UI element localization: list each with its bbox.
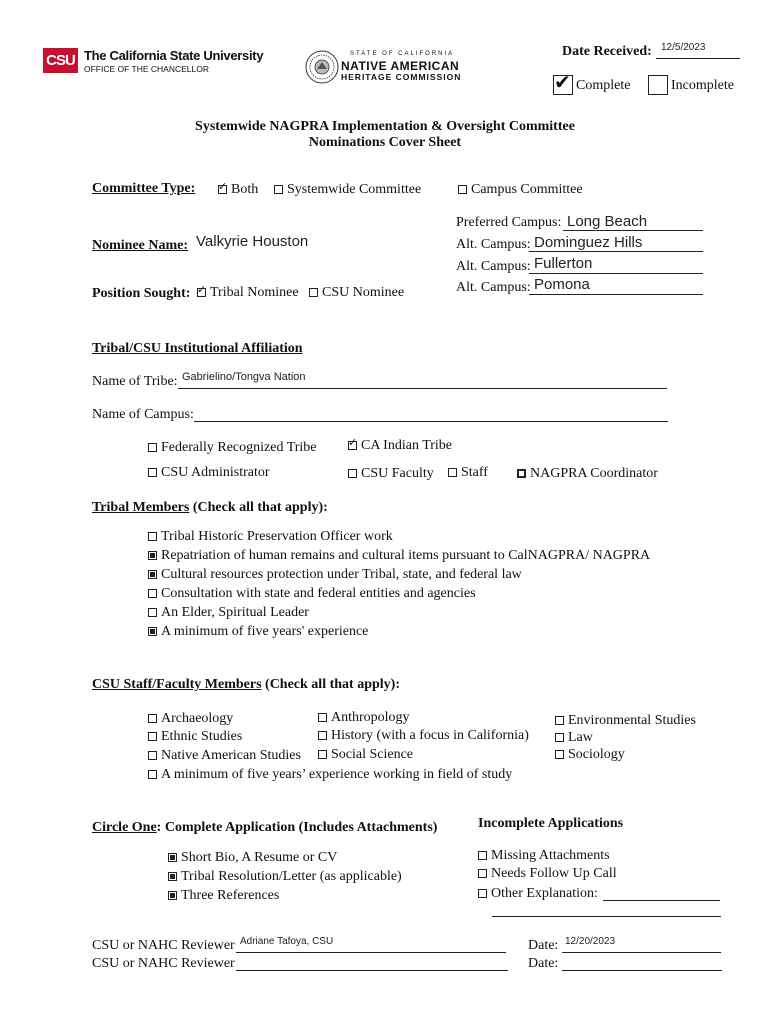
checkbox-filled[interactable] [148, 570, 157, 579]
checkbox[interactable] [318, 713, 327, 722]
reviewer-value-1[interactable]: Adriane Tafoya, CSU [240, 936, 334, 947]
csu-item-native-american-studies[interactable]: Native American Studies [148, 748, 301, 764]
checkbox[interactable] [318, 750, 327, 759]
alt-campus-label-2: Alt. Campus: [456, 259, 531, 274]
tribal-item-cultural-resources[interactable]: Cultural resources protection under Tribal, state, and federal law [148, 567, 522, 583]
alt-campus-label-1: Alt. Campus: [456, 237, 531, 252]
csu-item-experience[interactable]: A minimum of five years’ experience working in field of study [148, 767, 512, 783]
checkbox[interactable] [148, 532, 157, 541]
checkbox[interactable] [309, 288, 318, 297]
checkbox[interactable] [148, 714, 157, 723]
checkbox[interactable] [148, 468, 157, 477]
tribal-item-thpo[interactable]: Tribal Historic Preservation Officer work [148, 529, 393, 545]
date-label-1: Date: [528, 938, 559, 953]
nominee-name-label: Nominee Name: [92, 238, 189, 253]
complete-item-bio[interactable]: Short Bio, A Resume or CV [168, 850, 337, 866]
reviewer-field-2[interactable] [240, 956, 508, 970]
date-received-value[interactable]: 12/5/2023 [661, 42, 706, 53]
nominee-name-value[interactable]: Valkyrie Houston [196, 233, 309, 250]
csu-item-social-science[interactable]: Social Science [318, 747, 413, 763]
csu-item-environmental[interactable]: Environmental Studies [555, 713, 696, 729]
incomplete-label: Incomplete [671, 78, 734, 93]
date-field-2[interactable] [565, 956, 721, 970]
committee-option-systemwide[interactable]: Systemwide Committee [274, 182, 421, 198]
checkbox[interactable] [148, 443, 157, 452]
date-value-1[interactable]: 12/20/2023 [565, 936, 616, 947]
date-received-label: Date Received: [562, 44, 652, 59]
alt-campus-label-3: Alt. Campus: [456, 280, 531, 295]
checkbox[interactable] [148, 589, 157, 598]
checkbox[interactable] [448, 468, 457, 477]
checkbox[interactable] [148, 732, 157, 741]
csu-logo: CSU [43, 48, 78, 73]
checkbox-checked[interactable] [218, 185, 227, 194]
complete-item-references[interactable]: Three References [168, 888, 279, 904]
committee-option-both[interactable]: ✓ Both [218, 182, 258, 198]
form-subtitle: Nominations Cover Sheet [308, 135, 462, 150]
tribal-item-repatriation[interactable]: Repatriation of human remains and cultural items pursuant to CalNAGPRA/ NAGPRA [148, 548, 650, 564]
form-title: Systemwide NAGPRA Implementation & Oversight Committee [195, 119, 575, 134]
tribe-name-value[interactable]: Gabrielino/Tongva Nation [182, 371, 306, 383]
checkbox-checked[interactable] [197, 288, 206, 297]
complete-label: Complete [576, 78, 631, 93]
checkbox[interactable] [148, 751, 157, 760]
checkbox-filled[interactable] [168, 872, 177, 881]
checkbox[interactable] [555, 750, 564, 759]
checkbox-checked[interactable] [348, 441, 357, 450]
reviewer-label-2: CSU or NAHC Reviewer [92, 956, 235, 971]
checkbox[interactable] [555, 716, 564, 725]
checkbox[interactable] [348, 469, 357, 478]
checkbox[interactable] [318, 731, 327, 740]
checkbox[interactable] [148, 770, 157, 779]
affiliation-ca-indian[interactable]: ✓ CA Indian Tribe [348, 438, 452, 454]
csu-item-law[interactable]: Law [555, 730, 593, 746]
checkbox[interactable] [517, 469, 526, 478]
alt-campus-value-3[interactable]: Pomona [534, 276, 590, 293]
checkbox-filled[interactable] [168, 891, 177, 900]
csu-members-heading: CSU Staff/Faculty Members (Check all that apply): [92, 677, 400, 692]
position-option-tribal[interactable]: ✓ Tribal Nominee [197, 285, 299, 301]
committee-type-label: Committee Type: [92, 181, 196, 196]
nahc-state: STATE OF CALIFORNIA [350, 51, 455, 57]
checkmark-icon: ✔ [554, 70, 571, 94]
position-option-csu[interactable]: CSU Nominee [309, 285, 404, 301]
affiliation-csu-admin[interactable]: CSU Administrator [148, 465, 270, 481]
alt-campus-value-1[interactable]: Dominguez Hills [534, 234, 643, 251]
affiliation-nagpra-coordinator[interactable]: NAGPRA Coordinator [517, 466, 658, 482]
csu-item-anthropology[interactable]: Anthropology [318, 710, 410, 726]
checkbox-filled[interactable] [168, 853, 177, 862]
tribal-item-elder[interactable]: An Elder, Spiritual Leader [148, 605, 309, 621]
affiliation-csu-faculty[interactable]: CSU Faculty [348, 466, 434, 482]
campus-name-field[interactable] [198, 407, 668, 421]
csu-item-sociology[interactable]: Sociology [555, 747, 625, 763]
nahc-line1: NATIVE AMERICAN [341, 59, 460, 73]
nahc-line2: HERITAGE COMMISSION [341, 72, 462, 82]
position-sought-label: Position Sought: [92, 286, 191, 301]
checkbox[interactable] [478, 889, 487, 898]
checkbox[interactable] [555, 733, 564, 742]
committee-option-campus[interactable]: Campus Committee [458, 182, 583, 198]
csu-item-history[interactable]: History (with a focus in California) [318, 728, 529, 744]
checkbox[interactable] [148, 608, 157, 617]
affiliation-heading: Tribal/CSU Institutional Affiliation [92, 341, 303, 356]
preferred-campus-label: Preferred Campus: [456, 215, 562, 230]
nahc-seal-icon [305, 50, 339, 84]
tribal-item-experience[interactable]: A minimum of five years' experience [148, 624, 368, 640]
csu-item-ethnic-studies[interactable]: Ethnic Studies [148, 729, 242, 745]
incomplete-item-follow-up[interactable]: Needs Follow Up Call [478, 866, 617, 882]
campus-name-label: Name of Campus: [92, 407, 194, 422]
preferred-campus-value[interactable]: Long Beach [567, 213, 648, 230]
csu-item-archaeology[interactable]: Archaeology [148, 711, 233, 727]
complete-item-resolution[interactable]: Tribal Resolution/Letter (as applicable) [168, 869, 402, 885]
tribal-members-heading: Tribal Members (Check all that apply): [92, 500, 328, 515]
incomplete-heading: Incomplete Applications [478, 816, 624, 831]
checkbox[interactable] [274, 185, 283, 194]
affiliation-staff[interactable]: Staff [448, 465, 488, 481]
incomplete-checkbox[interactable] [648, 75, 668, 95]
csu-office: OFFICE OF THE CHANCELLOR [84, 64, 209, 74]
incomplete-item-missing[interactable]: Missing Attachments [478, 848, 610, 864]
checkbox[interactable] [478, 851, 487, 860]
application-heading: Circle One: Complete Application (Includes Attachments) [92, 820, 438, 835]
affiliation-federal[interactable]: Federally Recognized Tribe [148, 440, 317, 456]
tribe-name-label: Name of Tribe: [92, 374, 178, 389]
checkbox-filled[interactable] [148, 551, 157, 560]
incomplete-item-other[interactable]: Other Explanation: [478, 886, 598, 902]
checkbox[interactable] [478, 869, 487, 878]
reviewer-label-1: CSU or NAHC Reviewer [92, 938, 235, 953]
date-label-2: Date: [528, 956, 559, 971]
tribal-item-consultation[interactable]: Consultation with state and federal entities and agencies [148, 586, 476, 602]
checkbox[interactable] [458, 185, 467, 194]
csu-name: The California State University [84, 48, 264, 63]
alt-campus-value-2[interactable]: Fullerton [534, 255, 593, 272]
checkbox-filled[interactable] [148, 627, 157, 636]
